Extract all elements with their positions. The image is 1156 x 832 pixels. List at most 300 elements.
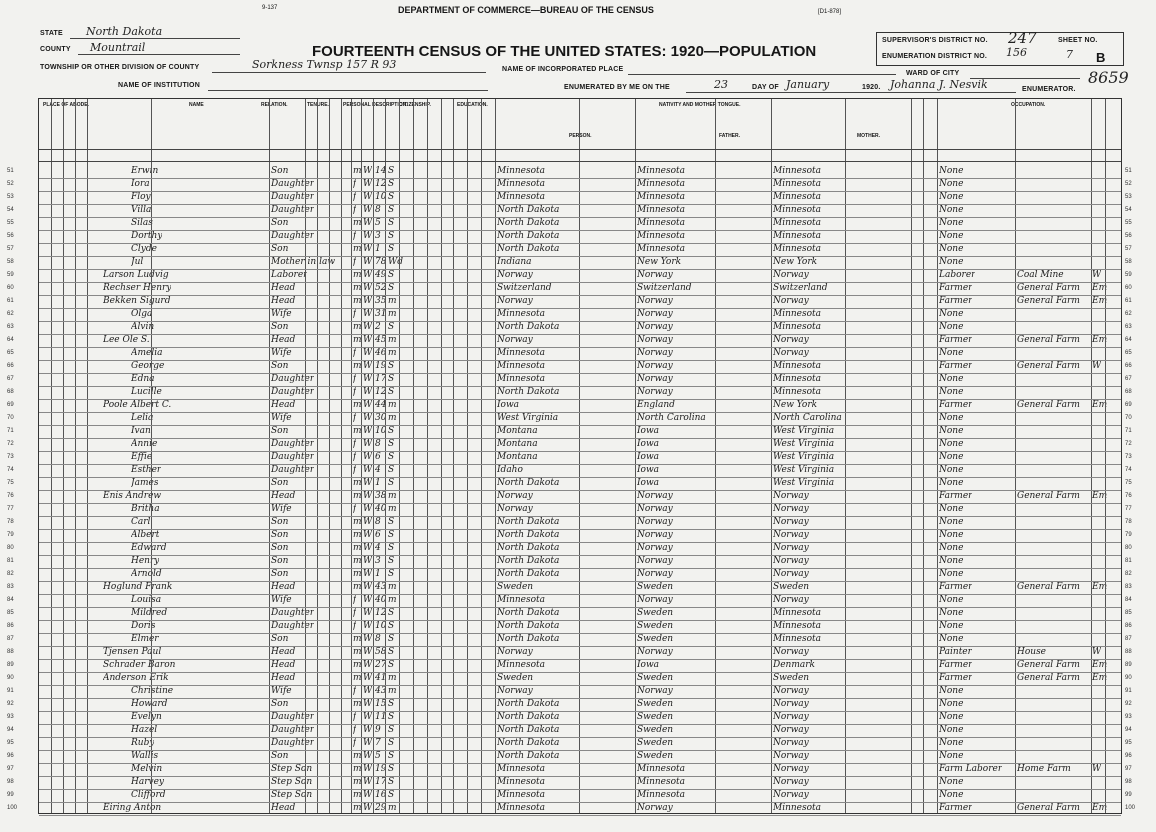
table-row <box>7 607 1132 620</box>
line-number-right: 88 <box>1125 649 1132 655</box>
township-label: TOWNSHIP OR OTHER DIVISION OF COUNTY <box>40 64 200 71</box>
cell-class: W <box>1092 764 1102 774</box>
cell-sex: f <box>353 439 357 449</box>
col-citizenship: CITIZENSHIP. <box>399 102 431 108</box>
cell-father-birthplace: Norway <box>637 348 673 358</box>
line-number: 91 <box>7 688 14 694</box>
line-number: 63 <box>7 324 14 330</box>
cell-name: Hoglund Frank <box>103 582 173 592</box>
cell-relation: Daughter <box>271 738 315 748</box>
cell-sex: f <box>353 465 357 475</box>
cell-name: Albert <box>131 530 160 540</box>
cell-sex: m <box>353 543 362 553</box>
cell-age: 52 <box>375 283 387 293</box>
cell-occupation: None <box>939 569 964 579</box>
cell-age: 27 <box>375 660 387 670</box>
cell-birthplace: North Dakota <box>497 621 560 631</box>
line-number: 85 <box>7 610 14 616</box>
cell-marital: m <box>388 348 397 358</box>
cell-father-birthplace: Iowa <box>637 478 660 488</box>
cell-marital: S <box>388 270 395 280</box>
cell-marital: S <box>388 166 395 176</box>
cell-color: W <box>363 348 373 358</box>
cell-birthplace: North Dakota <box>497 244 560 254</box>
cell-sex: m <box>353 673 362 683</box>
cell-age: 8 <box>375 517 381 527</box>
cell-marital: S <box>388 738 395 748</box>
cell-mother-birthplace: Norway <box>773 556 809 566</box>
cell-occupation: None <box>939 205 964 215</box>
cell-occupation: None <box>939 608 964 618</box>
enumerated-month: January <box>786 78 830 91</box>
cell-marital: S <box>388 452 395 462</box>
cell-name: Silas <box>131 218 153 228</box>
table-row <box>7 685 1132 698</box>
col-education: EDUCATION. <box>457 102 488 108</box>
col-relation: RELATION. <box>261 102 288 108</box>
cell-birthplace: Minnesota <box>497 374 546 384</box>
line-number-right: 92 <box>1125 701 1132 707</box>
line-number-right: 98 <box>1125 779 1132 785</box>
cell-birthplace: North Dakota <box>497 387 560 397</box>
cell-mother-birthplace: New York <box>773 257 818 267</box>
cell-color: W <box>363 504 373 514</box>
ward-label: WARD OF CITY <box>906 70 960 77</box>
cell-father-birthplace: Minnesota <box>637 764 686 774</box>
table-row <box>7 438 1132 451</box>
table-row <box>7 477 1132 490</box>
cell-color: W <box>363 764 373 774</box>
cell-relation: Son <box>271 569 289 579</box>
cell-name: Edward <box>131 543 167 553</box>
cell-birthplace: Minnesota <box>497 803 546 813</box>
cell-relation: Head <box>271 296 296 306</box>
cell-name: Wallis <box>131 751 159 761</box>
cell-marital: m <box>388 296 397 306</box>
cell-age: 31 <box>375 309 387 319</box>
line-number-right: 91 <box>1125 688 1132 694</box>
cell-relation: Step Son <box>271 777 313 787</box>
cell-father-birthplace: Switzerland <box>637 283 692 293</box>
cell-relation: Son <box>271 530 289 540</box>
table-row <box>7 646 1132 659</box>
cell-age: 14 <box>375 166 387 176</box>
line-number-right: 56 <box>1125 233 1132 239</box>
cell-sex: m <box>353 647 362 657</box>
cell-industry: Coal Mine <box>1017 270 1064 280</box>
state-value: North Dakota <box>86 25 163 38</box>
cell-occupation: None <box>939 309 964 319</box>
cell-birthplace: West Virginia <box>497 413 559 423</box>
table-row <box>7 672 1132 685</box>
line-number: 53 <box>7 194 14 200</box>
cell-birthplace: Minnesota <box>497 777 546 787</box>
cell-color: W <box>363 660 373 670</box>
cell-age: 7 <box>375 738 381 748</box>
table-row <box>7 204 1132 217</box>
cell-occupation: None <box>939 244 964 254</box>
cell-color: W <box>363 296 373 306</box>
line-number-right: 87 <box>1125 636 1132 642</box>
line-number: 69 <box>7 402 14 408</box>
cell-age: 45 <box>375 335 387 345</box>
cell-birthplace: Minnesota <box>497 764 546 774</box>
cell-color: W <box>363 595 373 605</box>
cell-name: Doris <box>131 621 156 631</box>
cell-birthplace: North Dakota <box>497 517 560 527</box>
cell-marital: S <box>388 478 395 488</box>
dl-number: [D1-878] <box>818 9 842 15</box>
cell-father-birthplace: Norway <box>637 322 673 332</box>
cell-relation: Son <box>271 218 289 228</box>
cell-mother-birthplace: Norway <box>773 712 809 722</box>
cell-father-birthplace: Norway <box>637 387 673 397</box>
cell-father-birthplace: Sweden <box>637 582 674 592</box>
cell-birthplace: North Dakota <box>497 569 560 579</box>
cell-relation: Son <box>271 634 289 644</box>
table-row <box>7 568 1132 581</box>
line-number-right: 51 <box>1125 168 1132 174</box>
cell-occupation: None <box>939 478 964 488</box>
table-row <box>7 581 1132 594</box>
cell-birthplace: North Dakota <box>497 751 560 761</box>
cell-age: 17 <box>375 374 387 384</box>
line-number: 56 <box>7 233 14 239</box>
col-person: PERSON. <box>569 133 592 139</box>
county-label: COUNTY <box>40 46 71 53</box>
cell-mother-birthplace: Norway <box>773 504 809 514</box>
table-row <box>7 594 1132 607</box>
cell-occupation: None <box>939 413 964 423</box>
cell-industry: Home Farm <box>1017 764 1071 774</box>
cell-father-birthplace: Norway <box>637 296 673 306</box>
line-number: 54 <box>7 207 14 213</box>
cell-industry: General Farm <box>1017 803 1080 813</box>
cell-birthplace: Minnesota <box>497 348 546 358</box>
line-number: 81 <box>7 558 14 564</box>
cell-age: 3 <box>375 556 381 566</box>
cell-mother-birthplace: Minnesota <box>773 205 822 215</box>
cell-occupation: None <box>939 322 964 332</box>
cell-father-birthplace: Norway <box>637 647 673 657</box>
table-row <box>7 776 1132 789</box>
cell-sex: m <box>353 634 362 644</box>
cell-mother-birthplace: Minnesota <box>773 634 822 644</box>
cell-industry: General Farm <box>1017 673 1080 683</box>
cell-sex: m <box>353 491 362 501</box>
cell-occupation: None <box>939 374 964 384</box>
cell-sex: m <box>353 556 362 566</box>
cell-mother-birthplace: West Virginia <box>773 426 835 436</box>
cell-color: W <box>363 374 373 384</box>
cell-class: Em <box>1092 335 1108 345</box>
cell-marital: m <box>388 673 397 683</box>
cell-color: W <box>363 569 373 579</box>
cell-birthplace: North Dakota <box>497 530 560 540</box>
cell-age: 11 <box>375 712 387 722</box>
cell-color: W <box>363 699 373 709</box>
cell-father-birthplace: Minnesota <box>637 218 686 228</box>
cell-class: Em <box>1092 296 1108 306</box>
cell-age: 78 <box>375 257 387 267</box>
cell-sex: f <box>353 192 357 202</box>
cell-occupation: None <box>939 517 964 527</box>
line-number-right: 71 <box>1125 428 1132 434</box>
cell-sex: m <box>353 582 362 592</box>
cell-name: Villa <box>131 205 152 215</box>
cell-color: W <box>363 478 373 488</box>
cell-name: Melvin <box>131 764 163 774</box>
cell-relation: Daughter <box>271 725 315 735</box>
cell-name: Annie <box>131 439 158 449</box>
cell-name: Henry <box>131 556 160 566</box>
cell-color: W <box>363 361 373 371</box>
cell-birthplace: Norway <box>497 647 533 657</box>
cell-mother-birthplace: West Virginia <box>773 465 835 475</box>
cell-sex: m <box>353 270 362 280</box>
cell-color: W <box>363 634 373 644</box>
cell-marital: m <box>388 309 397 319</box>
cell-marital: S <box>388 543 395 553</box>
cell-sex: m <box>353 218 362 228</box>
census-table <box>7 98 1136 814</box>
cell-age: 10 <box>375 192 387 202</box>
cell-color: W <box>363 803 373 813</box>
cell-mother-birthplace: West Virginia <box>773 452 835 462</box>
cell-mother-birthplace: Minnesota <box>773 803 822 813</box>
cell-name: Christine <box>131 686 174 696</box>
cell-birthplace: Montana <box>497 439 538 449</box>
cell-age: 35 <box>375 296 387 306</box>
cell-name: George <box>131 361 165 371</box>
cell-color: W <box>363 608 373 618</box>
cell-relation: Son <box>271 699 289 709</box>
cell-age: 40 <box>375 504 387 514</box>
cell-sex: f <box>353 348 357 358</box>
line-number: 88 <box>7 649 14 655</box>
line-number-right: 73 <box>1125 454 1132 460</box>
cell-sex: f <box>353 738 357 748</box>
line-number: 86 <box>7 623 14 629</box>
line-number: 97 <box>7 766 14 772</box>
cell-color: W <box>363 309 373 319</box>
line-number-right: 80 <box>1125 545 1132 551</box>
cell-sex: m <box>353 790 362 800</box>
table-row <box>7 386 1132 399</box>
cell-occupation: None <box>939 751 964 761</box>
cell-mother-birthplace: Norway <box>773 335 809 345</box>
line-number: 78 <box>7 519 14 525</box>
cell-industry: General Farm <box>1017 335 1080 345</box>
cell-marital: S <box>388 192 395 202</box>
cell-occupation: None <box>939 686 964 696</box>
cell-age: 15 <box>375 699 387 709</box>
cell-marital: m <box>388 400 397 410</box>
cell-father-birthplace: Norway <box>637 270 673 280</box>
cell-name: Anderson Erik <box>103 673 169 683</box>
cell-sex: f <box>353 231 357 241</box>
cell-relation: Head <box>271 491 296 501</box>
cell-birthplace: Minnesota <box>497 660 546 670</box>
cell-industry: General Farm <box>1017 400 1080 410</box>
line-number-right: 60 <box>1125 285 1132 291</box>
cell-color: W <box>363 725 373 735</box>
cell-color: W <box>363 218 373 228</box>
line-number: 83 <box>7 584 14 590</box>
cell-color: W <box>363 777 373 787</box>
cell-marital: S <box>388 231 395 241</box>
cell-occupation: None <box>939 192 964 202</box>
cell-name: Tjensen Paul <box>103 647 162 657</box>
cell-sex: m <box>353 244 362 254</box>
cell-industry: General Farm <box>1017 660 1080 670</box>
cell-relation: Daughter <box>271 452 315 462</box>
line-number-right: 97 <box>1125 766 1132 772</box>
line-number: 100 <box>7 805 18 811</box>
cell-father-birthplace: Norway <box>637 309 673 319</box>
line-number-right: 93 <box>1125 714 1132 720</box>
cell-color: W <box>363 205 373 215</box>
cell-birthplace: Idaho <box>497 465 523 475</box>
cell-birthplace: Indiana <box>497 257 532 267</box>
cell-occupation: None <box>939 712 964 722</box>
cell-age: 19 <box>375 361 387 371</box>
cell-occupation: None <box>939 257 964 267</box>
cell-sex: m <box>353 764 362 774</box>
cell-occupation: None <box>939 426 964 436</box>
cell-father-birthplace: North Carolina <box>637 413 706 423</box>
line-number: 67 <box>7 376 14 382</box>
table-row <box>7 750 1132 763</box>
line-number: 87 <box>7 636 14 642</box>
cell-marital: S <box>388 569 395 579</box>
cell-birthplace: North Dakota <box>497 725 560 735</box>
table-row <box>7 399 1132 412</box>
col-name: NAME <box>189 102 204 108</box>
cell-occupation: None <box>939 504 964 514</box>
cell-birthplace: North Dakota <box>497 231 560 241</box>
cell-marital: S <box>388 790 395 800</box>
cell-relation: Wife <box>271 504 292 514</box>
cell-father-birthplace: Norway <box>637 803 673 813</box>
cell-mother-birthplace: Norway <box>773 491 809 501</box>
cell-marital: m <box>388 686 397 696</box>
cell-name: Eiring Anton <box>103 803 162 813</box>
cell-sex: f <box>353 257 357 267</box>
cell-marital: m <box>388 504 397 514</box>
cell-father-birthplace: New York <box>637 257 682 267</box>
line-number: 92 <box>7 701 14 707</box>
cell-occupation: Farmer <box>939 296 973 306</box>
cell-mother-birthplace: Minnesota <box>773 322 822 332</box>
cell-father-birthplace: Norway <box>637 556 673 566</box>
cell-birthplace: North Dakota <box>497 712 560 722</box>
cell-color: W <box>363 283 373 293</box>
cell-mother-birthplace: Minnesota <box>773 218 822 228</box>
cell-marital: S <box>388 179 395 189</box>
cell-occupation: None <box>939 439 964 449</box>
cell-age: 5 <box>375 218 381 228</box>
cell-color: W <box>363 543 373 553</box>
line-number-right: 95 <box>1125 740 1132 746</box>
line-number: 58 <box>7 259 14 265</box>
cell-color: W <box>363 231 373 241</box>
cell-age: 10 <box>375 426 387 436</box>
cell-father-birthplace: Sweden <box>637 725 674 735</box>
table-row <box>7 178 1132 191</box>
table-row <box>7 347 1132 360</box>
cell-age: 16 <box>375 790 387 800</box>
cell-mother-birthplace: Minnesota <box>773 231 822 241</box>
cell-sex: f <box>353 621 357 631</box>
cell-mother-birthplace: West Virginia <box>773 478 835 488</box>
sheet-suffix: B <box>1096 50 1106 65</box>
table-row <box>7 256 1132 269</box>
table-row <box>7 542 1132 555</box>
cell-occupation: None <box>939 595 964 605</box>
line-number-right: 59 <box>1125 272 1132 278</box>
cell-industry: General Farm <box>1017 296 1080 306</box>
cell-sex: m <box>353 530 362 540</box>
line-number-right: 76 <box>1125 493 1132 499</box>
cell-occupation: Farmer <box>939 803 973 813</box>
line-number-right: 55 <box>1125 220 1132 226</box>
margin-number: 8659 <box>1088 68 1129 87</box>
cell-age: 9 <box>375 725 381 735</box>
line-number-right: 62 <box>1125 311 1132 317</box>
cell-color: W <box>363 465 373 475</box>
cell-marital: S <box>388 608 395 618</box>
cell-relation: Son <box>271 244 289 254</box>
cell-class: W <box>1092 361 1102 371</box>
cell-mother-birthplace: Switzerland <box>773 283 828 293</box>
cell-marital: S <box>388 465 395 475</box>
cell-color: W <box>363 270 373 280</box>
cell-age: 46 <box>375 348 387 358</box>
cell-sex: m <box>353 296 362 306</box>
line-number: 93 <box>7 714 14 720</box>
cell-class: Em <box>1092 660 1108 670</box>
cell-mother-birthplace: Minnesota <box>773 166 822 176</box>
cell-sex: f <box>353 387 357 397</box>
cell-occupation: None <box>939 725 964 735</box>
cell-occupation: None <box>939 738 964 748</box>
cell-relation: Daughter <box>271 374 315 384</box>
cell-sex: f <box>353 374 357 384</box>
cell-birthplace: North Dakota <box>497 205 560 215</box>
cell-marital: m <box>388 413 397 423</box>
cell-birthplace: Norway <box>497 491 533 501</box>
line-number-right: 75 <box>1125 480 1132 486</box>
cell-father-birthplace: Sweden <box>637 621 674 631</box>
cell-father-birthplace: Sweden <box>637 738 674 748</box>
cell-relation: Wife <box>271 309 292 319</box>
cell-name: Bekken Sigurd <box>103 296 171 306</box>
line-number: 76 <box>7 493 14 499</box>
cell-father-birthplace: Norway <box>637 543 673 553</box>
table-row <box>7 269 1132 282</box>
cell-marital: m <box>388 803 397 813</box>
cell-marital: Wd <box>388 257 404 267</box>
cell-marital: S <box>388 205 395 215</box>
table-row <box>7 321 1132 334</box>
cell-sex: f <box>353 595 357 605</box>
cell-sex: m <box>353 751 362 761</box>
cell-father-birthplace: Minnesota <box>637 244 686 254</box>
cell-name: Effie <box>131 452 153 462</box>
state-label: STATE <box>40 30 63 37</box>
cell-mother-birthplace: Minnesota <box>773 374 822 384</box>
